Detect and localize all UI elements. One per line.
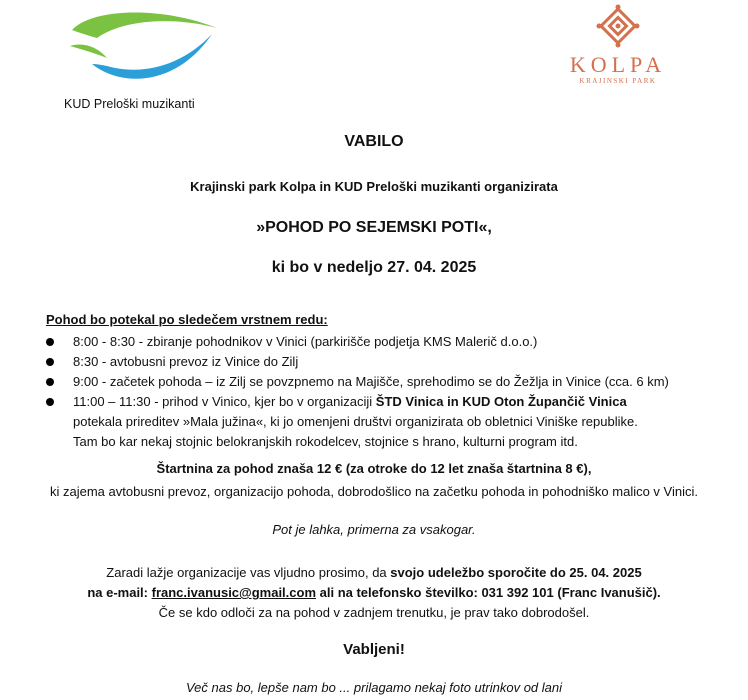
fee-details: ki zajema avtobusni prevoz, organizacijo pohoda, dobrodošlico na začetku pohoda in pohodniško malico v Vinici. (50, 484, 698, 499)
registration-text: Zaradi lažje organizacije vas vljudno prosimo, da (106, 565, 391, 580)
bullet-icon (46, 378, 54, 386)
schedule-item-text: 8:00 - 8:30 - zbiranje pohodnikov v Vinici (parkirišče podjetja KMS Malerič d.o.o.) (73, 334, 538, 349)
kolpa-ornament-icon (596, 4, 640, 48)
kud-logo (52, 6, 232, 118)
registration-line-2 (0, 585, 748, 600)
schedule-item-text: 9:00 - začetek pohoda – iz Zilj se povzpnemo na Majišče, sprehodimo se do Žežlja in Vinice (cca. 6 km) (73, 374, 669, 389)
schedule-item (46, 392, 669, 412)
schedule-item (46, 352, 669, 372)
registration-text: na e-mail: (87, 585, 152, 600)
schedule-item-continuation: potekala prireditev »Mala južina«, ki jo omenjeni društvi organizirata ob obletnici Viniške republike. (73, 414, 638, 429)
schedule-list (46, 332, 669, 452)
difficulty-note: Pot je lahka, primerna za vsakogar. (272, 522, 476, 537)
schedule-item-text: 8:30 - avtobusni prevoz iz Vinice do Zilj (73, 354, 299, 369)
bullet-icon (46, 338, 54, 346)
welcome-text: Vabljeni! (343, 641, 405, 658)
schedule-item-text: 11:00 – 11:30 - prihod v Vinico, kjer bo v organizaciji (73, 394, 376, 409)
organizers-line: Krajinski park Kolpa in KUD Preloški muzikanti organizirata (190, 179, 558, 194)
footer-note: Več nas bo, lepše nam bo ... prilagamo nekaj foto utrinkov od lani (185, 680, 563, 695)
bullet-icon (46, 398, 54, 406)
registration-line-3: Če se kdo odloči za na pohod v zadnjem trenutku, je prav tako dobrodošel. (158, 605, 590, 620)
fee-line: Štartnina za pohod znaša 12 € (za otroke do 12 let znaša štartnina 8 €), (156, 461, 592, 476)
kolpa-logo-name: KOLPA (569, 52, 667, 77)
kud-logo-caption: KUD Preloški muzikanti (64, 97, 195, 111)
bird-logo-icon (52, 6, 232, 96)
kolpa-logo-sub: KRAJINSKI PARK (579, 77, 657, 85)
schedule-heading: Pohod bo potekal po sledečem vrstnem redu: (46, 312, 328, 327)
schedule-item (46, 372, 669, 392)
registration-line-1 (0, 565, 748, 580)
registration-deadline: svojo udeležbo sporočite do 25. 04. 2025 (390, 565, 642, 580)
event-name: »POHOD PO SEJEMSKI POTI«, (256, 219, 492, 236)
email-link[interactable]: franc.ivanusic@gmail.com (151, 585, 317, 600)
page-title: VABILO (344, 133, 404, 150)
registration-phone: ali na telefonsko številko: 031 392 101 (Franc Ivanušič). (316, 585, 661, 600)
schedule-item (46, 332, 669, 352)
schedule-item-organizers: ŠTD Vinica in KUD Oton Župančič Vinica (375, 394, 627, 409)
event-date: ki bo v nedeljo 27. 04. 2025 (271, 259, 477, 276)
kolpa-logo (548, 4, 688, 94)
bullet-icon (46, 358, 54, 366)
schedule-item-continuation: Tam bo kar nekaj stojnic belokranjskih rokodelcev, stojnice s hrano, kulturni program itd. (73, 434, 578, 449)
